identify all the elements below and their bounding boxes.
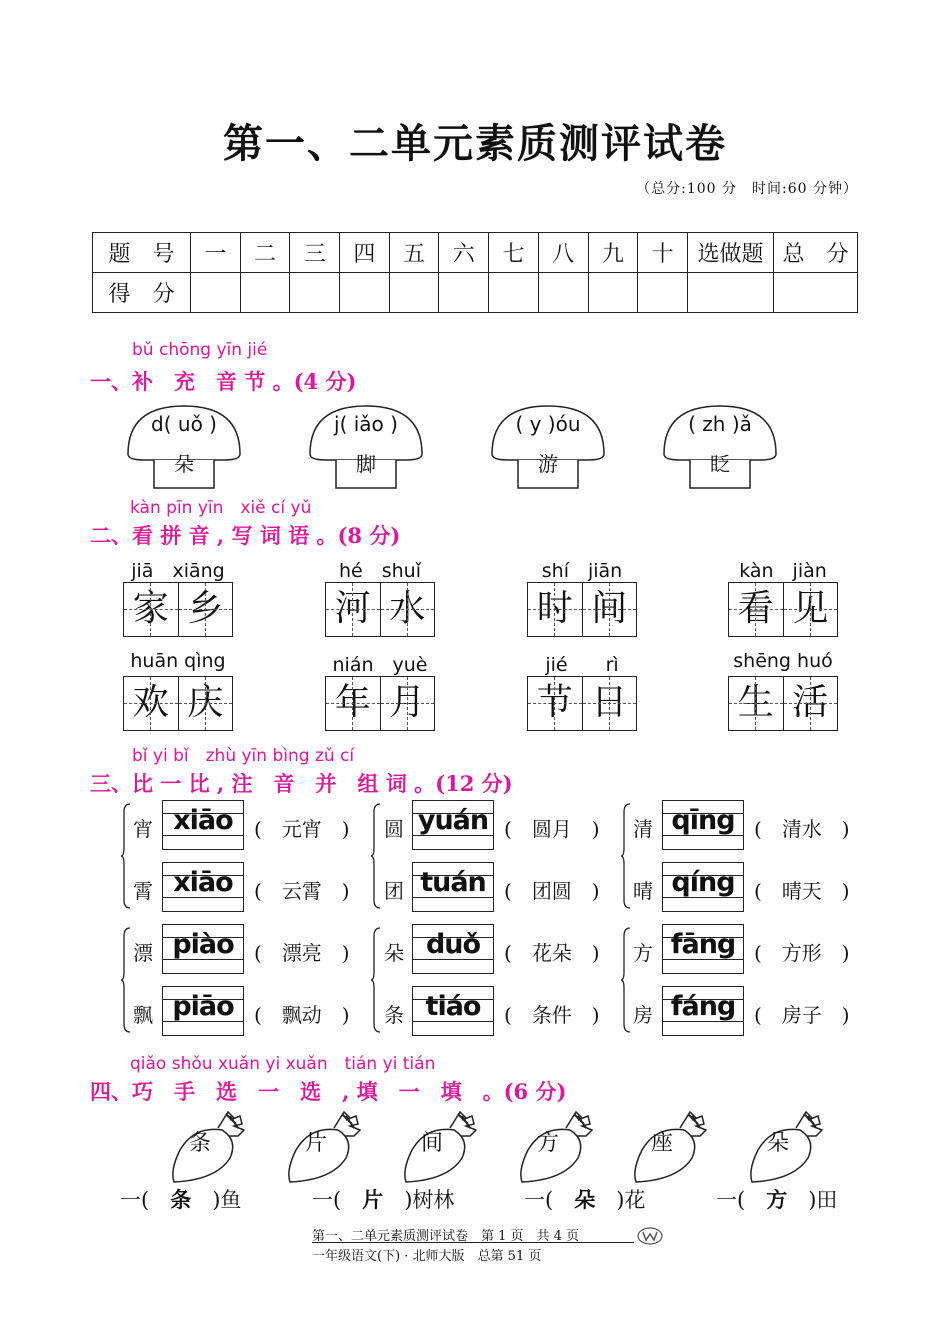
mushroom-char: 脚 — [356, 452, 376, 476]
pinyin-answer: duǒ — [425, 929, 481, 960]
pinyin-box[interactable] — [162, 986, 244, 1036]
fill-blank[interactable] — [524, 1184, 645, 1214]
section-1-pinyin: bǔ chōng yīn jié — [132, 340, 268, 360]
word-answer[interactable]: ( 清水 ) — [754, 817, 850, 841]
score-cell[interactable] — [774, 273, 858, 313]
pinyin-answer: tuán — [420, 867, 486, 898]
word-char[interactable]: 乡 — [187, 588, 224, 629]
score-table — [92, 232, 858, 313]
score-table-score-row — [93, 273, 858, 313]
fill-answer: 方 — [766, 1188, 788, 1212]
mushroom-item — [660, 402, 810, 498]
mushroom-pinyin: ( zh )ǎ — [688, 412, 752, 436]
word-answer-text: 云霄 — [281, 879, 322, 903]
radish-item — [628, 1108, 710, 1190]
publisher-logo-icon — [636, 1226, 664, 1246]
fill-prefix: 一( — [524, 1188, 554, 1212]
table-cell: 十 — [638, 233, 688, 273]
word-answer[interactable]: ( 方形 ) — [754, 941, 850, 965]
pinyin-answer: fáng — [670, 991, 736, 1022]
word-answer-text: 条件 — [531, 1003, 572, 1027]
pinyin-box[interactable] — [162, 800, 244, 850]
compare-char: 团 — [384, 879, 404, 903]
word-box — [325, 556, 435, 637]
word-answer[interactable]: ( 房子 ) — [754, 1003, 850, 1027]
word-answer-text: 方形 — [781, 941, 822, 965]
word-answer[interactable]: ( 晴天 ) — [754, 879, 850, 903]
compare-char: 圆 — [384, 817, 404, 841]
mushroom-char: 眨 — [710, 452, 730, 476]
score-cell[interactable] — [588, 273, 638, 313]
score-cell[interactable] — [389, 273, 439, 313]
score-table-header-row — [93, 233, 858, 273]
table-cell: 八 — [538, 233, 588, 273]
fill-blank[interactable] — [120, 1184, 241, 1214]
compare-char: 漂 — [133, 941, 153, 965]
section-1-heading: 一、补 充 音 节 。(4 分) — [90, 369, 357, 394]
section-2-pinyin: kàn pīn yīn xiě cí yǔ — [130, 498, 312, 518]
mushroom-pinyin: ( y )óu — [515, 412, 581, 436]
word-box — [123, 650, 233, 731]
compare-char: 条 — [384, 1003, 404, 1027]
section-4-pinyin: qiǎo shǒu xuǎn yi xuǎn tián yi tián — [130, 1054, 436, 1074]
word-char[interactable]: 生 — [737, 682, 774, 723]
score-cell[interactable] — [240, 273, 290, 313]
pinyin-answer: qíng — [671, 867, 735, 898]
word-char[interactable]: 水 — [389, 588, 426, 629]
pinyin-box[interactable] — [412, 800, 494, 850]
table-cell: 三 — [290, 233, 340, 273]
word-answer-text: 元宵 — [281, 817, 322, 841]
mushroom-char: 朵 — [174, 452, 194, 476]
word-answer[interactable]: ( 花朵 ) — [504, 941, 600, 965]
word-pinyin: huān qìng — [130, 650, 226, 672]
word-box — [527, 556, 637, 637]
word-pinyin: nián yuè — [332, 654, 428, 676]
brace-icon — [120, 926, 132, 1034]
compare-char: 方 — [633, 941, 653, 965]
table-cell: 七 — [489, 233, 539, 273]
word-box — [325, 650, 435, 731]
table-cell: 九 — [588, 233, 638, 273]
pinyin-box[interactable] — [662, 986, 744, 1036]
pinyin-box[interactable] — [412, 862, 494, 912]
pinyin-answer: tiáo — [425, 991, 481, 1022]
table-cell: 题 号 — [93, 233, 191, 273]
word-answer[interactable]: ( 云霄 ) — [254, 879, 350, 903]
fill-suffix: )树林 — [404, 1188, 455, 1212]
fill-prefix: 一( — [716, 1188, 746, 1212]
word-answer[interactable]: ( 圆月 ) — [504, 817, 600, 841]
score-cell[interactable] — [489, 273, 539, 313]
word-char[interactable]: 家 — [132, 588, 169, 629]
mushroom-item — [306, 402, 456, 498]
section-2-heading: 二、看 拼 音 , 写 词 语 。(8 分) — [90, 523, 401, 548]
word-answer[interactable]: ( 条件 ) — [504, 1003, 600, 1027]
fill-prefix: 一( — [120, 1188, 150, 1212]
brace-icon — [120, 802, 132, 910]
score-time-info: （总分:100 分 时间:60 分钟） — [636, 181, 858, 197]
pinyin-box[interactable] — [662, 800, 744, 850]
word-char[interactable]: 日 — [591, 682, 628, 723]
pinyin-answer: piào — [172, 929, 234, 960]
word-answer-text: 圆月 — [531, 817, 572, 841]
radish-label: 座 — [650, 1131, 673, 1156]
pinyin-box[interactable] — [662, 862, 744, 912]
pinyin-answer: xiāo — [173, 805, 233, 836]
word-box — [728, 650, 838, 731]
pinyin-box[interactable] — [162, 862, 244, 912]
word-answer-text: 晴天 — [781, 879, 822, 903]
mushroom-pinyin: j( iǎo ) — [334, 412, 398, 436]
radish-label: 方 — [536, 1131, 559, 1156]
word-char[interactable]: 活 — [792, 682, 829, 723]
brace-icon — [370, 926, 382, 1034]
word-answer-text: 清水 — [781, 817, 822, 841]
word-char[interactable]: 河 — [334, 588, 371, 629]
radish-item — [514, 1108, 596, 1190]
radish-item — [744, 1108, 826, 1190]
word-box — [728, 556, 838, 637]
word-answer-text: 房子 — [781, 1003, 822, 1027]
compare-char: 飘 — [133, 1003, 153, 1027]
fill-answer: 朵 — [574, 1188, 596, 1212]
fill-suffix: )花 — [616, 1188, 646, 1212]
fill-suffix: )鱼 — [212, 1188, 242, 1212]
footer-line-1: 第一、二单元素质测评试卷 第 1 页 共 4 页 — [312, 1229, 580, 1244]
table-cell: 得 分 — [93, 273, 191, 313]
table-cell: 总 分 — [774, 233, 858, 273]
table-cell: 五 — [389, 233, 439, 273]
footer-line-2: 一年级语文(下) · 北师大版 总第 51 页 — [312, 1249, 542, 1264]
section-4-heading: 四、巧 手 选 一 选 , 填 一 填 。(6 分) — [90, 1079, 567, 1104]
word-pinyin: shēng huó — [733, 650, 833, 672]
footer-divider — [312, 1242, 634, 1243]
fill-prefix: 一( — [312, 1188, 342, 1212]
radish-label: 朵 — [766, 1131, 789, 1156]
pinyin-box[interactable] — [412, 986, 494, 1036]
word-answer-text: 花朵 — [531, 941, 572, 965]
mushroom-item — [488, 402, 638, 498]
score-cell[interactable] — [638, 273, 688, 313]
score-cell[interactable] — [688, 273, 774, 313]
word-char[interactable]: 节 — [536, 682, 573, 723]
word-char[interactable]: 看 — [737, 588, 774, 629]
brace-icon — [620, 802, 632, 910]
compare-char: 清 — [633, 817, 653, 841]
brace-icon — [370, 802, 382, 910]
compare-char: 房 — [633, 1003, 653, 1027]
word-char[interactable]: 欢 — [132, 682, 169, 723]
word-pinyin: jiā xiāng — [131, 560, 225, 582]
score-cell[interactable] — [290, 273, 340, 313]
pinyin-box[interactable] — [662, 924, 744, 974]
mushroom-pinyin: d( uǒ ) — [151, 412, 217, 436]
word-box — [123, 556, 233, 637]
word-char[interactable]: 月 — [389, 682, 426, 723]
score-cell[interactable] — [340, 273, 390, 313]
word-answer[interactable]: ( 元宵 ) — [254, 817, 350, 841]
radish-label: 间 — [420, 1131, 443, 1156]
table-cell: 选做题 — [688, 233, 774, 273]
mushroom-char: 游 — [538, 452, 558, 476]
radish-label: 条 — [188, 1131, 211, 1156]
word-char[interactable]: 年 — [334, 682, 371, 723]
compare-char: 霄 — [133, 879, 153, 903]
word-answer[interactable]: ( 团圆 ) — [504, 879, 600, 903]
pinyin-answer: xiāo — [173, 867, 233, 898]
fill-answer: 条 — [170, 1188, 192, 1212]
pinyin-answer: piāo — [172, 991, 234, 1022]
word-answer-text: 团圆 — [531, 879, 572, 903]
fill-blank[interactable] — [312, 1184, 454, 1214]
brace-icon — [620, 926, 632, 1034]
word-answer[interactable]: ( 飘动 ) — [254, 1003, 350, 1027]
compare-char: 朵 — [384, 941, 404, 965]
radish-label: 片 — [304, 1131, 327, 1156]
pinyin-answer: yuán — [417, 805, 489, 836]
compare-char: 晴 — [633, 879, 653, 903]
section-3-heading: 三、比 一 比 , 注 音 并 组 词 。(12 分) — [90, 771, 513, 796]
pinyin-box[interactable] — [412, 924, 494, 974]
word-answer-text: 飘动 — [281, 1003, 322, 1027]
radish-item — [166, 1108, 248, 1190]
radish-item — [282, 1108, 364, 1190]
compare-char: 宵 — [133, 817, 153, 841]
radish-item — [398, 1108, 480, 1190]
word-pinyin: hé shuǐ — [339, 560, 421, 582]
table-cell: 四 — [340, 233, 390, 273]
word-answer[interactable]: ( 漂亮 ) — [254, 941, 350, 965]
table-cell: 二 — [240, 233, 290, 273]
page-title: 第一、二单元素质测评试卷 — [223, 120, 727, 167]
word-char[interactable]: 庆 — [187, 682, 224, 723]
pinyin-answer: qīng — [671, 805, 735, 836]
section-3-pinyin: bǐ yi bǐ zhù yīn bìng zǔ cí — [132, 746, 355, 766]
word-char[interactable]: 间 — [591, 588, 628, 629]
fill-suffix: )田 — [808, 1188, 838, 1212]
word-pinyin: kàn jiàn — [739, 560, 827, 582]
pinyin-box[interactable] — [162, 924, 244, 974]
word-pinyin: shí jiān — [541, 560, 623, 582]
mushroom-item — [124, 402, 274, 498]
word-pinyin: jié rì — [545, 654, 619, 676]
score-cell[interactable] — [191, 273, 241, 313]
score-cell[interactable] — [439, 273, 489, 313]
table-cell: 六 — [439, 233, 489, 273]
word-char[interactable]: 见 — [792, 588, 829, 629]
fill-answer: 片 — [362, 1188, 384, 1212]
word-answer-text: 漂亮 — [281, 941, 322, 965]
fill-blank[interactable] — [716, 1184, 837, 1214]
word-box — [527, 650, 637, 731]
table-cell: 一 — [191, 233, 241, 273]
word-char[interactable]: 时 — [536, 588, 573, 629]
score-cell[interactable] — [538, 273, 588, 313]
pinyin-answer: fāng — [670, 929, 736, 960]
